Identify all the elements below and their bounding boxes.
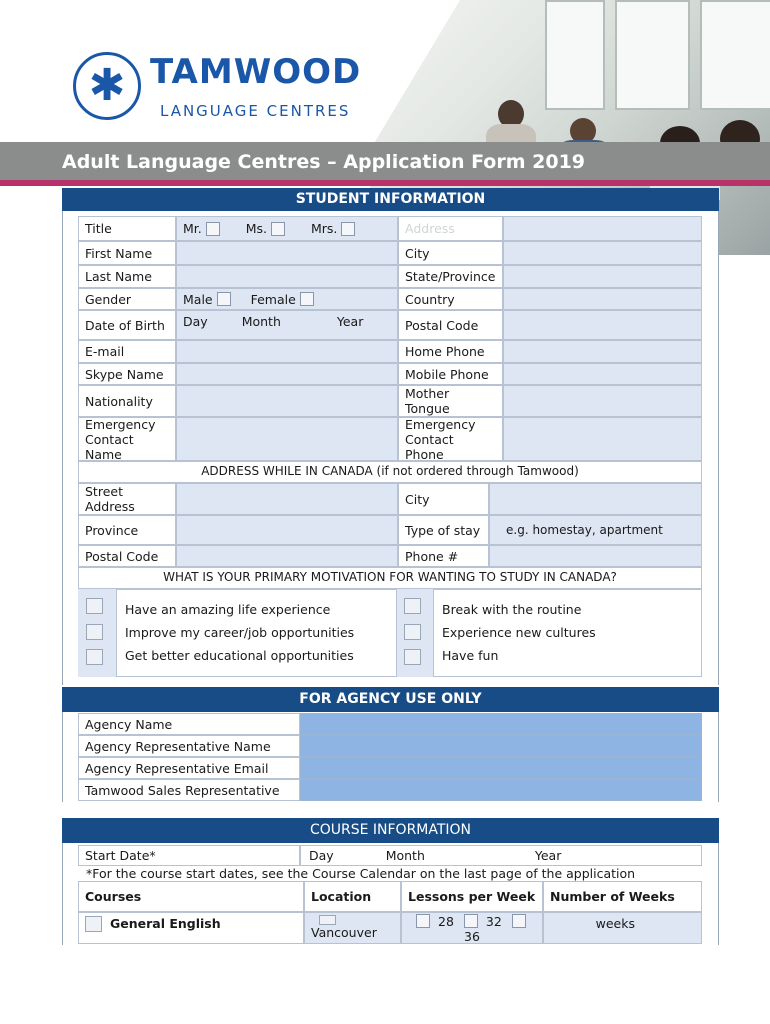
lessons-32-label: 32 <box>485 914 502 929</box>
motivation-check-education[interactable] <box>86 649 103 665</box>
canada-phone-label: Phone # <box>398 545 489 567</box>
lessons-field <box>401 912 543 944</box>
motivation-fun: Have fun <box>442 648 499 663</box>
general-english-row <box>78 912 304 944</box>
nationality-field[interactable] <box>176 385 398 417</box>
agency-section-header <box>62 687 719 712</box>
maple-leaf-icon: ✱ <box>88 60 126 111</box>
motivation-life: Have an amazing life experience <box>125 602 331 617</box>
sales-rep-field[interactable] <box>300 779 702 801</box>
gender-label: Gender <box>78 288 176 310</box>
stay-type-label: Type of stay <box>398 515 489 545</box>
vancouver-checkbox[interactable] <box>319 915 336 925</box>
vancouver-label: Vancouver <box>311 925 377 940</box>
motivation-check-cultures[interactable] <box>404 624 421 640</box>
agency-rep-email-field[interactable] <box>300 757 702 779</box>
logo <box>73 52 141 120</box>
motivation-education: Get better educational opportunities <box>125 648 354 663</box>
lessons-28-checkbox[interactable] <box>416 914 430 928</box>
weeks-field[interactable] <box>543 912 702 944</box>
gender-female-label: Female <box>250 291 296 307</box>
title-label: Title <box>78 216 176 241</box>
first-name-label: First Name <box>78 241 176 265</box>
location-header: Location <box>304 881 401 912</box>
lessons-32-checkbox[interactable] <box>464 914 478 928</box>
motivation-cultures: Experience new cultures <box>442 625 596 640</box>
page-title: Adult Language Centres – Application Form 2019 <box>62 151 586 173</box>
emergency-name-field[interactable] <box>176 417 398 461</box>
state-field[interactable] <box>503 265 702 288</box>
general-english-checkbox[interactable] <box>85 916 102 932</box>
student-section-header <box>62 188 719 211</box>
stay-type-field[interactable] <box>489 515 702 545</box>
province-field[interactable] <box>176 515 398 545</box>
canada-city-label: City <box>398 483 489 515</box>
courses-header: Courses <box>78 881 304 912</box>
start-date-label: Start Date* <box>78 845 300 866</box>
weeks-suffix: weeks <box>595 916 635 931</box>
canada-address-heading: ADDRESS WHILE IN CANADA (if not ordered through Tamwood) <box>78 461 702 483</box>
emergency-name-label: Emergency Contact Name <box>78 417 176 461</box>
brand-subtitle: LANGUAGE CENTRES <box>160 102 351 120</box>
course-section-header <box>62 818 719 843</box>
start-month: Month <box>385 848 425 863</box>
country-field[interactable] <box>503 288 702 310</box>
title-ms-label: Ms. <box>245 221 268 236</box>
gender-female-checkbox[interactable] <box>300 292 314 306</box>
weeks-header: Number of Weeks <box>543 881 702 912</box>
start-year: Year <box>534 848 562 863</box>
agency-name-label: Agency Name <box>78 713 300 735</box>
dob-year: Year <box>336 314 364 329</box>
email-label: E-mail <box>78 340 176 363</box>
state-label: State/Province <box>398 265 503 288</box>
agency-rep-name-field[interactable] <box>300 735 702 757</box>
dob-label: Date of Birth <box>78 310 176 340</box>
emergency-phone-label: Emergency Contact Phone <box>398 417 503 461</box>
sales-rep-label: Tamwood Sales Representative <box>78 779 300 801</box>
first-name-field[interactable] <box>176 241 398 265</box>
city-field[interactable] <box>503 241 702 265</box>
lessons-28-label: 28 <box>438 914 454 929</box>
title-mrs-checkbox[interactable] <box>341 222 355 236</box>
start-date-field[interactable] <box>300 845 702 866</box>
skype-field[interactable] <box>176 363 398 385</box>
title-mr-label: Mr. <box>183 221 202 236</box>
motivation-check-life[interactable] <box>86 598 103 614</box>
motivation-check-fun[interactable] <box>404 649 421 665</box>
course-dates-note: *For the course start dates, see the Course Calendar on the last page of the application <box>86 866 636 881</box>
last-name-field[interactable] <box>176 265 398 288</box>
gender-field <box>176 288 398 310</box>
lessons-36-label: 36 <box>464 929 480 944</box>
skype-label: Skype Name <box>78 363 176 385</box>
agency-rep-email-label: Agency Representative Email <box>78 757 300 779</box>
title-mr-checkbox[interactable] <box>206 222 220 236</box>
postal-field[interactable] <box>503 310 702 340</box>
gender-male-label: Male <box>183 291 213 307</box>
start-day: Day <box>309 848 334 863</box>
stay-type-hint: e.g. homestay, apartment <box>506 522 663 537</box>
province-label: Province <box>78 515 176 545</box>
mobile-phone-field[interactable] <box>503 363 702 385</box>
motivation-career: Improve my career/job opportunities <box>125 625 355 640</box>
agency-rep-name-label: Agency Representative Name <box>78 735 300 757</box>
accent-line <box>0 180 770 186</box>
location-field <box>304 912 401 944</box>
home-phone-field[interactable] <box>503 340 702 363</box>
canada-postal-field[interactable] <box>176 545 398 567</box>
emergency-phone-field[interactable] <box>503 417 702 461</box>
motivation-check-routine[interactable] <box>404 598 421 614</box>
motivation-question: WHAT IS YOUR PRIMARY MOTIVATION FOR WANTING TO STUDY IN CANADA? <box>78 567 702 589</box>
street-field[interactable] <box>176 483 398 515</box>
address-label: Address <box>398 216 503 241</box>
canada-postal-label: Postal Code <box>78 545 176 567</box>
title-ms-checkbox[interactable] <box>271 222 285 236</box>
canada-city-field[interactable] <box>489 483 702 515</box>
address-field[interactable] <box>503 216 702 241</box>
course-section-title: COURSE INFORMATION <box>309 822 472 838</box>
motivation-routine: Break with the routine <box>442 602 582 617</box>
student-section-title: STUDENT INFORMATION <box>295 191 486 207</box>
lessons-header: Lessons per Week <box>401 881 543 912</box>
motivation-check-career[interactable] <box>86 624 103 640</box>
postal-label: Postal Code <box>398 310 503 340</box>
mother-tongue-label: Mother Tongue <box>398 385 503 417</box>
street-label: Street Address <box>78 483 176 515</box>
agency-name-field[interactable] <box>300 713 702 735</box>
nationality-label: Nationality <box>78 385 176 417</box>
last-name-label: Last Name <box>78 265 176 288</box>
country-label: Country <box>398 288 503 310</box>
dob-day: Day <box>183 314 208 329</box>
home-phone-label: Home Phone <box>398 340 503 363</box>
gender-male-checkbox[interactable] <box>217 292 231 306</box>
title-bar <box>0 142 770 182</box>
city-label: City <box>398 241 503 265</box>
email-field[interactable] <box>176 340 398 363</box>
mobile-phone-label: Mobile Phone <box>398 363 503 385</box>
dob-month: Month <box>241 314 281 329</box>
title-field <box>176 216 398 241</box>
canada-phone-field[interactable] <box>489 545 702 567</box>
dob-field[interactable] <box>176 310 398 340</box>
mother-tongue-field[interactable] <box>503 385 702 417</box>
agency-section-title: FOR AGENCY USE ONLY <box>299 691 482 707</box>
brand-name: TAMWOOD <box>150 52 362 92</box>
general-english-label: General English <box>110 916 221 931</box>
title-mrs-label: Mrs. <box>311 221 338 236</box>
lessons-36-checkbox[interactable] <box>512 914 526 928</box>
